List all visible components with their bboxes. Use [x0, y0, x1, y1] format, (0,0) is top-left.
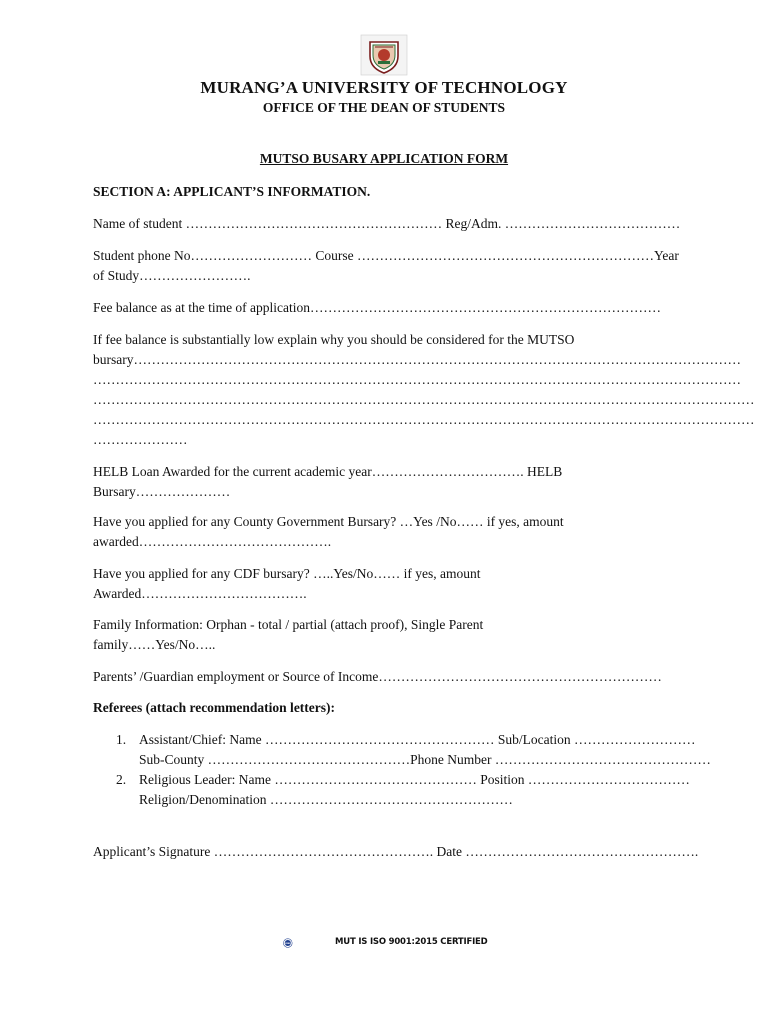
- office-name: OFFICE OF THE DEAN OF STUDENTS: [262, 100, 506, 115]
- referee-item: [93, 730, 711, 770]
- family-single-parent-line: family……Yes/No…..: [93, 637, 216, 652]
- parents-income-line: Parents’ /Guardian employment or Source of Income………………………………………………………: [93, 669, 662, 684]
- form-title: MUTSO BUSARY APPLICATION FORM: [259, 151, 509, 166]
- referee-line: Religious Leader: Name ……………………………………… Position ………………………………: [139, 772, 690, 787]
- cdf-bursary-line: Have you applied for any CDF bursary? …..Yes/No…… if yes, amount: [93, 566, 481, 581]
- referees-list: [93, 730, 711, 810]
- iso-certification-text: MUT IS ISO 9001:2015 CERTIFIED: [335, 937, 488, 947]
- county-awarded-line: awarded…………………………………….: [93, 534, 332, 549]
- referee-item: [93, 770, 690, 810]
- explain-line: ………………………………………………………………………………………………………………………………: [93, 372, 741, 387]
- name-reg-line: Name of student ………………………………………………… Reg/Adm. …………………………………: [93, 216, 681, 231]
- helb-loan-line: HELB Loan Awarded for the current academic year……………………………. HELB: [93, 464, 563, 479]
- helb-bursary-line: Bursary…………………: [93, 484, 231, 499]
- badge-text: KEBS: [285, 942, 291, 945]
- fee-balance-line: Fee balance as at the time of application……………………………………………………………………: [93, 300, 662, 315]
- phone-course-line: Student phone No……………………… Course …………………………………………………………Year: [93, 248, 679, 263]
- referee-line: Assistant/Chief: Name …………………………………………… Sub/Location ………………………: [139, 732, 696, 747]
- explain-line: bursary………………………………………………………………………………………………………………………: [93, 352, 741, 367]
- kebs-iso-certification-icon: [283, 921, 331, 965]
- signature-date-line: Applicant’s Signature …………………………………………. Date …………………………………………….: [93, 844, 699, 859]
- section-a-heading: SECTION A: APPLICANT’S INFORMATION.: [93, 184, 371, 199]
- referee-line: Religion/Denomination ………………………………………………: [139, 792, 513, 807]
- university-crest-icon: [360, 34, 408, 76]
- referee-number: 2.: [116, 772, 127, 787]
- explain-line: …………………: [93, 432, 188, 447]
- referees-heading: Referees (attach recommendation letters):: [93, 700, 336, 715]
- county-bursary-line: Have you applied for any County Government Bursary? …Yes /No…… if yes, amount: [93, 514, 564, 529]
- family-info-line: Family Information: Orphan - total / partial (attach proof), Single Parent: [93, 617, 484, 632]
- referee-line: Sub-County ………………………………………Phone Number …………………………………………: [139, 752, 711, 767]
- referee-number: 1.: [116, 732, 127, 747]
- university-name: MURANG’A UNIVERSITY OF TECHNOLOGY: [200, 78, 568, 97]
- explain-line: If fee balance is substantially low explain why you should be considered for the MUTSO: [93, 332, 575, 347]
- year-of-study-line: of Study…………………….: [93, 268, 251, 283]
- cdf-awarded-line: Awarded……………………………….: [93, 586, 307, 601]
- explain-line: …………………………………………………………………………………………………………………………………: [93, 412, 755, 427]
- explain-line: …………………………………………………………………………………………………………………………………: [93, 392, 755, 407]
